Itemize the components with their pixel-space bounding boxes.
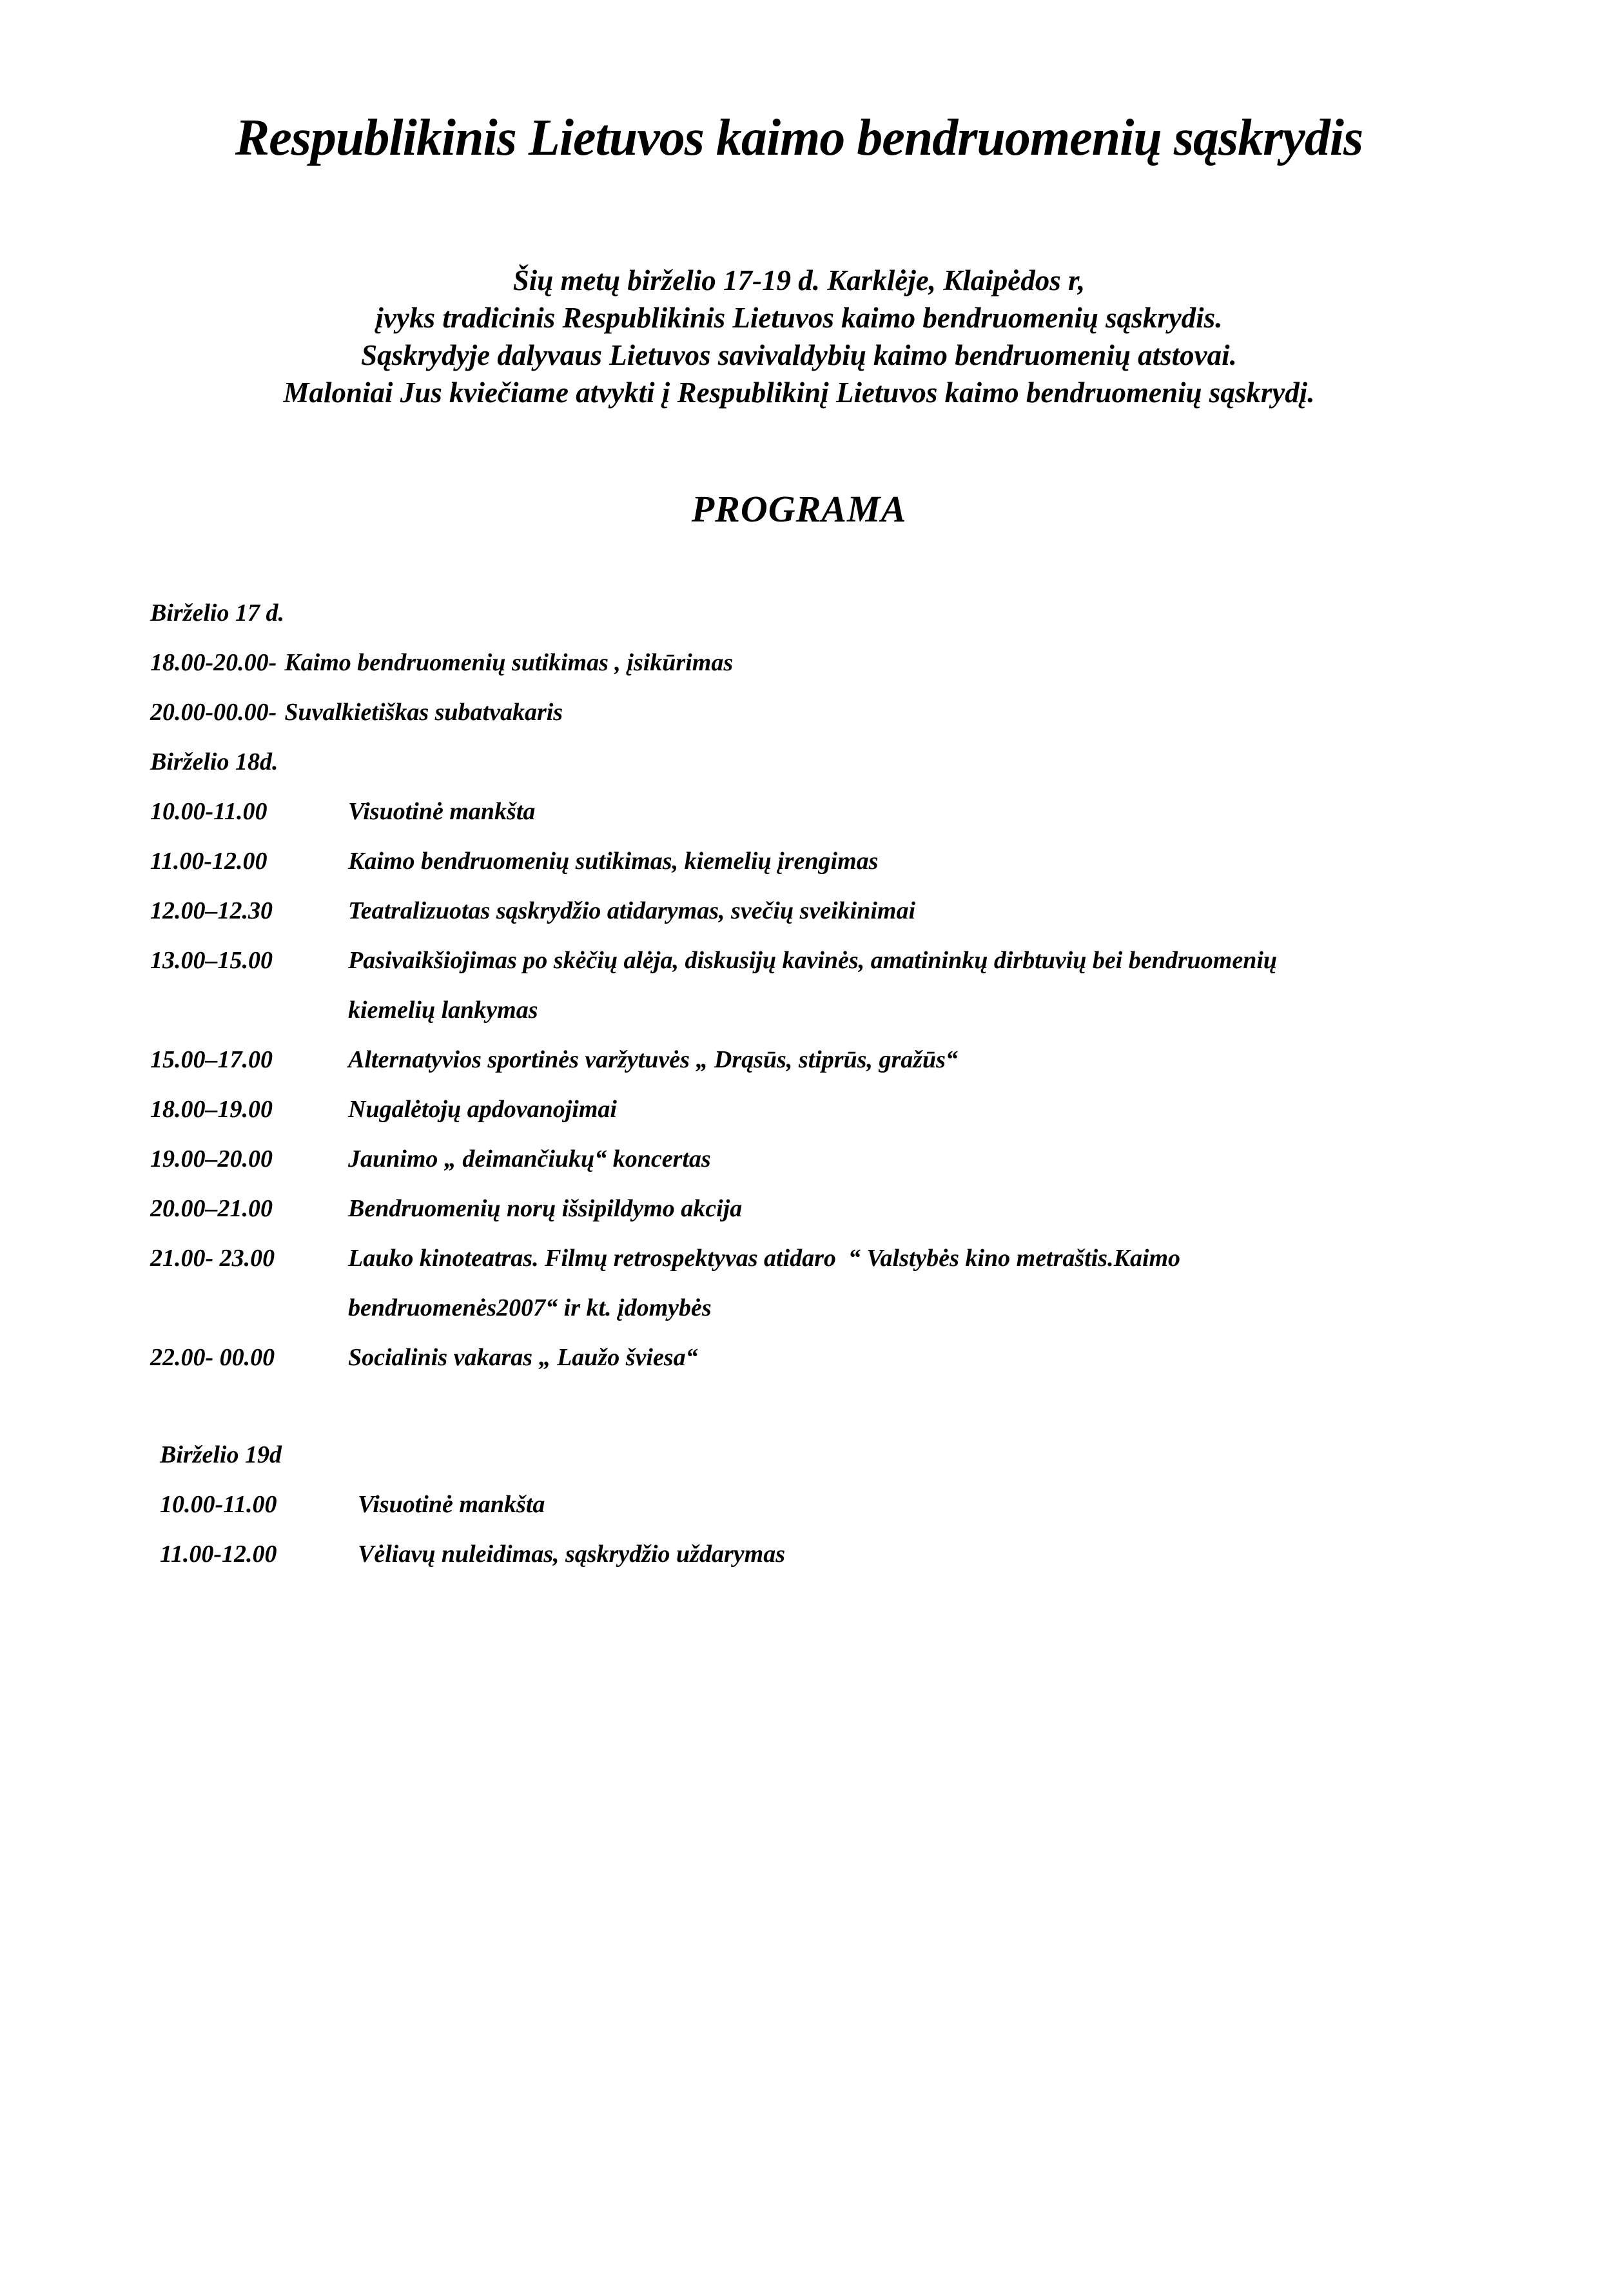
- schedule: [150, 589, 1488, 1579]
- time-cell: 18.00-20.00-: [150, 648, 277, 676]
- schedule-row: [150, 688, 1488, 737]
- time-cell: 20.00-00.00-: [150, 698, 277, 726]
- intro-line: įvyks tradicinis Respublikinis Lietuvos kaimo bendruomenių sąskrydis.: [375, 301, 1223, 334]
- time-cell: 21.00- 23.00: [150, 1244, 275, 1272]
- time-cell: 15.00–17.00: [150, 1046, 273, 1073]
- time-cell: 10.00-11.00: [160, 1490, 277, 1518]
- description-continuation: bendruomenės2007“ ir kt. įdomybės: [348, 1294, 712, 1321]
- day-heading: Birželio 19d: [160, 1441, 282, 1468]
- intro-paragraph: [0, 262, 1598, 411]
- schedule-row: [150, 638, 1488, 688]
- time-cell: 11.00-12.00: [150, 847, 268, 875]
- description-line: Lauko kinoteatras. Filmų retrospektyvas atidaro “ Valstybės kino metraštis.Kaimo: [348, 1244, 1181, 1272]
- day-heading: Birželio 17 d.: [150, 599, 284, 627]
- schedule-day-1: [150, 589, 1488, 737]
- schedule-day-3: [150, 1430, 1488, 1579]
- schedule-row: [150, 936, 1488, 1035]
- description-cell: Visuotinė mankšta: [358, 1490, 545, 1518]
- intro-line: Sąskrydyje dalyvaus Lietuvos savivaldybių kaimo bendruomenių atstovai.: [361, 338, 1237, 371]
- schedule-row: [150, 886, 1488, 936]
- time-cell: 13.00–15.00: [150, 946, 273, 974]
- intro-line: Šių metų birželio 17-19 d. Karklėje, Klaipėdos r,: [512, 264, 1086, 297]
- time-cell: 10.00-11.00: [150, 797, 268, 825]
- description-cell: Suvalkietiškas subatvakaris: [284, 698, 563, 726]
- description-cell: Bendruomenių norų išsipildymo akcija: [348, 1194, 743, 1222]
- description-cell: Teatralizuotas sąskrydžio atidarymas, svečių sveikinimai: [348, 897, 916, 924]
- schedule-row: [150, 1085, 1488, 1134]
- description-cell: Socialinis vakaras „ Laužo šviesa“: [348, 1343, 698, 1371]
- description-cell: Kaimo bendruomenių sutikimas , įsikūrimas: [284, 648, 734, 676]
- time-cell: 18.00–19.00: [150, 1095, 273, 1123]
- description-cell: Kaimo bendruomenių sutikimas, kiemelių įrengimas: [348, 847, 879, 875]
- document-title: Respublikinis Lietuvos kaimo bendruomenių sąskrydis: [235, 109, 1363, 166]
- intro-line: Maloniai Jus kviečiame atvykti į Respublikinį Lietuvos kaimo bendruomenių sąskrydį.: [283, 376, 1315, 409]
- schedule-row: [160, 1530, 1488, 1579]
- document-page: [0, 35, 1598, 2296]
- time-cell: 19.00–20.00: [150, 1145, 273, 1172]
- schedule-row: [150, 1184, 1488, 1234]
- time-cell: 22.00- 00.00: [150, 1343, 275, 1371]
- schedule-row: [150, 1035, 1488, 1085]
- description-cell: Vėliavų nuleidimas, sąskrydžio uždarymas: [358, 1540, 785, 1568]
- schedule-row: [150, 1333, 1488, 1383]
- schedule-row: [150, 1134, 1488, 1184]
- schedule-row: [160, 1480, 1488, 1530]
- section-heading-programa: PROGRAMA: [691, 487, 907, 530]
- description-cell: [348, 1234, 1180, 1333]
- schedule-day-2: [150, 737, 1488, 1383]
- time-cell: 11.00-12.00: [160, 1540, 277, 1568]
- time-cell: 20.00–21.00: [150, 1194, 273, 1222]
- description-cell: Visuotinė mankšta: [348, 797, 536, 825]
- description-cell: Alternatyvios sportinės varžytuvės „ Drąsūs, stiprūs, gražūs“: [348, 1046, 958, 1073]
- description-continuation: kiemelių lankymas: [348, 996, 538, 1024]
- day-heading: Birželio 18d.: [150, 748, 278, 775]
- description-line: Pasivaikšiojimas po skėčių alėja, diskusijų kavinės, amatininkų dirbtuvių bei bendruomenių: [348, 946, 1278, 974]
- description-cell: Nugalėtojų apdovanojimai: [348, 1095, 617, 1123]
- schedule-row: [150, 837, 1488, 886]
- description-cell: [348, 936, 1277, 1035]
- schedule-row: [150, 787, 1488, 837]
- schedule-row: [150, 1234, 1488, 1333]
- description-cell: Jaunimo „ deimančiukų“ koncertas: [348, 1145, 711, 1172]
- time-cell: 12.00–12.30: [150, 897, 273, 924]
